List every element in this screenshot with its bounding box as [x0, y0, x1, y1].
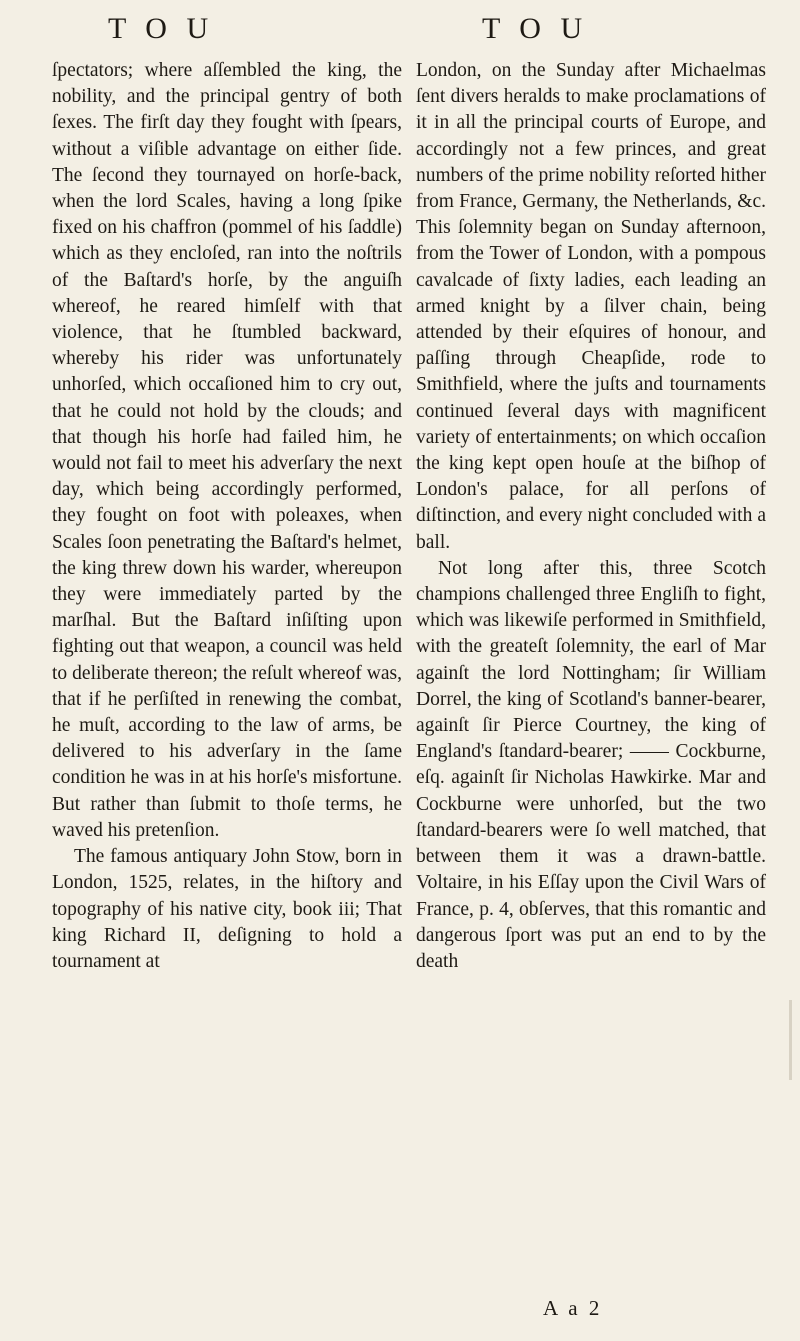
- right-paragraph-2: Not long after this, three Scotch champions challenged three Engliſh to fight, which was likewiſe performed in Smithfield, with the greateſt ſolemnity, the earl of Mar againſt the lord Nottingham; ſir William Dorrel, the king of Scotland's banner-bearer, againſt ſir Pierce Courtney, the king of England's ſtandard-bearer; —— Cockburne, eſq. againſt ſir Nicholas Hawkirke. Mar and Cockburne were unhorſed, but the two ſtandard-bearers were ſo well matched, that between them it was a drawn-battle. Voltaire, in his Eſſay upon the Civil Wars of France, p. 4, obſerves, that this romantic and dangerous ſport was put an end to by the death: [416, 557, 766, 972]
- running-head: [0, 6, 800, 46]
- left-paragraph-2: The famous antiquary John Stow, born in London, 1525, relates, in the hiſtory and topography of his native city, book iii; That king Richard II, deſigning to hold a tournament at: [52, 846, 402, 972]
- running-head-right: T O U: [482, 12, 589, 45]
- right-column: [416, 58, 766, 975]
- right-paragraph-1: London, on the Sunday after Michaelmas ſent divers heralds to make proclamations of it in all the principal courts of Europe, and accordingly not a few princes, and great numbers of the prime nobility reſorted hither from France, Germany, the Netherlands, &c. This ſolemnity began on Sunday afternoon, from the Tower of London, with a pompous cavalcade of ſixty ladies, each leading an armed knight by a ſilver chain, being attended by their eſquires of honour, and paſſing through Cheapſide, rode to Smithfield, where the juſts and tournaments continued ſeveral days with magnificent variety of entertainments; on which occaſion the king kept open houſe at the biſhop of London's palace, for all perſons of diſtinction, and every night concluded with a ball.: [416, 60, 766, 553]
- signature-mark: A a 2: [543, 1296, 603, 1320]
- running-head-left: T O U: [108, 12, 215, 45]
- left-column: [52, 58, 402, 975]
- page-edge-shadow: [789, 1000, 792, 1080]
- left-paragraph-1: ſpectators; where aſſembled the king, the nobility, and the principal gentry of both ſexes. The firſt day they fought with ſpears, without a viſible advantage on either ſide. The ſecond they tournayed on horſe-back, when the lord Scales, having a long ſpike fixed on his chaffron (pommel of his ſaddle) which as they encloſed, ran into the noſtrils of the Baſtard's horſe, by the anguiſh whereof, he reared himſelf with that violence, that he ſtumbled backward, whereby his rider was unfortunately unhorſed, which occaſioned him to cry out, that he could not hold by the clouds; and that though his horſe had failed him, he would not fail to meet his adverſary the next day, which being accordingly performed, they fought on foot with poleaxes, when Scales ſoon penetrating the Baſtard's helmet, the king threw down his warder, whereupon they were immediately parted by the marſhal. But the Baſtard inſiſting upon fighting out that weapon, a council was held to deliberate thereon; the reſult whereof was, that if he perſiſted in renewing the combat, he muſt, according to the law of arms, be delivered to his adverſary in the ſame condition he was in at his horſe's misfortune. But rather than ſubmit to thoſe terms, he waved his pretenſion.: [52, 60, 402, 841]
